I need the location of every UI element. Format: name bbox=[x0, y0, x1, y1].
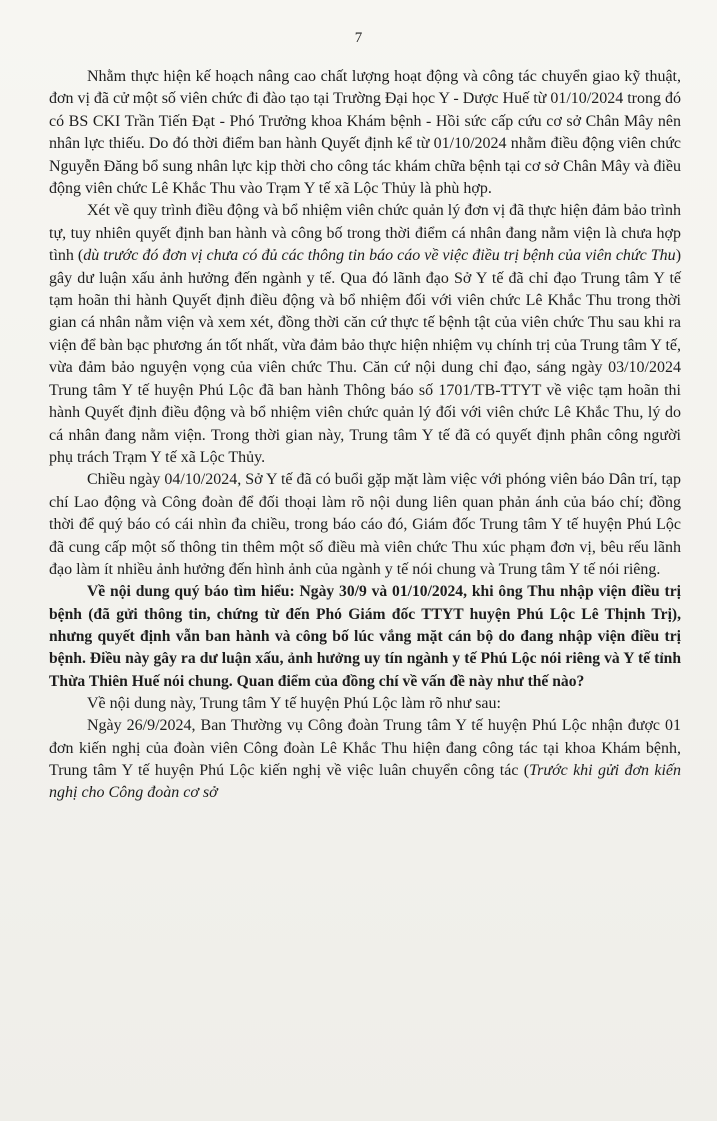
paragraph-2-text-b: ) gây dư luận xấu ảnh hưởng đến ngành y tế. Qua đó lãnh đạo Sở Y tế đã chỉ đạo Trung tâm Y tế tạm hoãn thi hành Quyết định điều động và bổ nhiệm đối với viên chức Lê Khắc Thu trong thời gian cá nhân nằm viện và xem xét, đồng thời căn cứ thực tế bệnh tật của viên chức Thu sau khi ra viện để bàn bạc phương án tốt nhất, vừa đảm bảo thực hiện nhiệm vụ chính trị của Trung tâm Y tế, vừa đảm bảo nguyện vọng của viên chức Thu. Căn cứ nội dung chỉ đạo, sáng ngày 03/10/2024 Trung tâm Y tế huyện Phú Lộc đã ban hành Thông báo số 1701/TB-TTYT về việc tạm hoãn thi hành Quyết định điều động và bổ nhiệm viên chức quản lý đối với viên chức Lê Khắc Thu, lý do cá nhân đang nằm viện. Trong thời gian này, Trung tâm Y tế đã có quyết định phân công người phụ trách Trạm Y tế xã Lộc Thủy. bbox=[49, 247, 682, 466]
page-number: 7 bbox=[354, 30, 363, 46]
paragraph-2-italic-note: dù trước đó đơn vị chưa có đủ các thông tin báo cáo về việc điều trị bệnh của viên chức Thu bbox=[83, 247, 676, 265]
paragraph-5 bbox=[49, 693, 681, 715]
paragraph-5-text: Về nội dung này, Trung tâm Y tế huyện Phú Lộc làm rõ như sau: bbox=[87, 694, 501, 712]
paragraph-1 bbox=[49, 66, 681, 200]
paragraph-2-text-a: Xét về quy trình điều động và bổ nhiệm viên chức quản lý đơn vị đã thực hiện đảm bảo trình tự, tuy nhiên quyết định ban hành và công bố trong thời điểm cá nhân đang nằm viện là chưa hợp tình ( bbox=[49, 202, 681, 265]
paragraph-3 bbox=[49, 469, 681, 581]
paragraph-4-question bbox=[49, 581, 681, 692]
paragraph-6-italic-note: Trước khi gửi đơn kiến nghị cho Công đoàn cơ sở bbox=[49, 762, 682, 802]
paragraph-4-text: Về nội dung quý báo tìm hiểu: Ngày 30/9 và 01/10/2024, khi ông Thu nhập viện điều trị bệnh (đã gửi thông tin, chứng từ đến Phó Giám đốc TTYT huyện Phú Lộc Lê Thịnh Trị), nhưng quyết định vẫn ban hành và công bố lúc vắng mặt cán bộ do đang nhập viện điều trị bệnh. Điều này gây ra dư luận xấu, ảnh hưởng uy tín ngành y tế Phú Lộc nói riêng và Y tế tỉnh Thừa Thiên Huế nói chung. Quan điểm của đồng chí về vấn đề này như thế nào? bbox=[49, 583, 681, 690]
document-body bbox=[49, 66, 681, 805]
paragraph-6 bbox=[49, 715, 681, 805]
paragraph-1-text: Nhằm thực hiện kế hoạch nâng cao chất lượng hoạt động và công tác chuyển giao kỹ thuật, đơn vị đã cử một số viên chức đi đào tạo tại Trường Đại học Y - Dược Huế từ 01/10/2024 trong đó có BS CKI Trần Tiến Đạt - Phó Trưởng khoa Khám bệnh - Hồi sức cấp cứu cơ sở Chân Mây nên nhân lực thiếu. Do đó thời điểm ban hành Quyết định kể từ 01/10/2024 nhằm điều động viên chức Nguyễn Đăng bổ sung nhân lực kịp thời cho công tác khám chữa bệnh tại cơ sở Chân Mây và điều động viên chức Lê Khắc Thu vào Trạm Y tế xã Lộc Thủy là phù hợp. bbox=[49, 68, 681, 198]
paragraph-2 bbox=[49, 200, 681, 469]
paragraph-6-text: Ngày 26/9/2024, Ban Thường vụ Công đoàn Trung tâm Y tế huyện Phú Lộc nhận được 01 đơn kiến nghị của đoàn viên Công đoàn Lê Khắc Thu hiện đang công tác tại khoa Khám bệnh, Trung tâm Y tế huyện Phú Lộc kiến nghị về việc luân chuyển công tác ( bbox=[49, 717, 681, 780]
paragraph-3-text: Chiều ngày 04/10/2024, Sở Y tế đã có buổi gặp mặt làm việc với phóng viên báo Dân trí, tạp chí Lao động và Công đoàn để đối thoại làm rõ nội dung liên quan phản ánh của báo chí; đồng thời để quý báo có cái nhìn đa chiều, trong báo cáo đó, Giám đốc Trung tâm Y tế huyện Phú Lộc đã cung cấp một số thông tin thêm một số điều mà viên chức Thu xúc phạm đơn vị, bêu rếu lãnh đạo làm ít nhiều ảnh hưởng đến hình ảnh của ngành y tế nói chung và Trung tâm Y tế nói riêng. bbox=[49, 471, 681, 578]
